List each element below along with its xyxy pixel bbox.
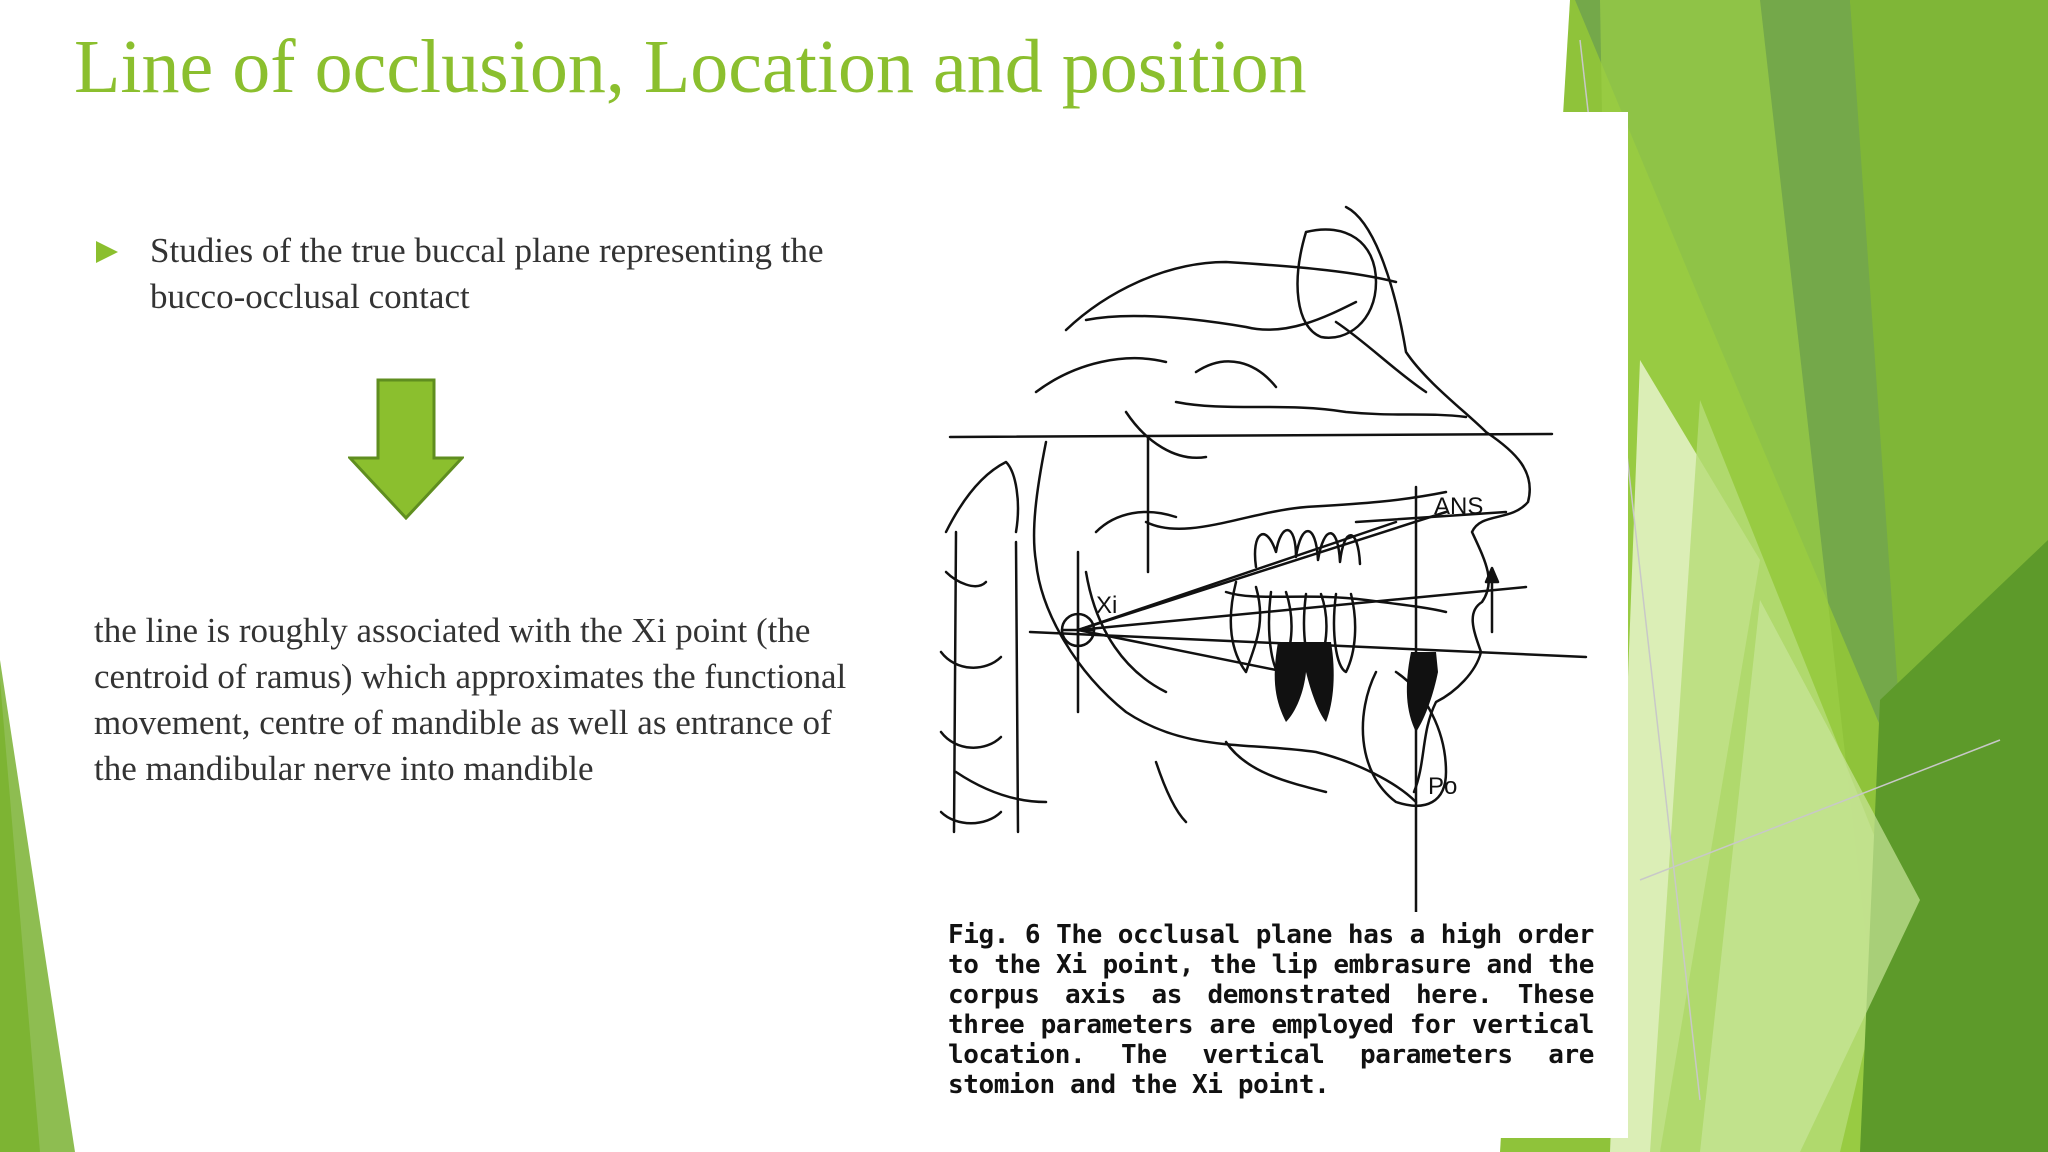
ans-label: ANS [1434,493,1484,520]
xi-label: Xi [1096,592,1118,619]
bullet-point [96,228,856,320]
cephalometric-drawing [926,112,1628,912]
arrow-down-icon [348,378,464,520]
triangle-right-icon [96,241,118,263]
figure-caption: Fig. 6 The occlusal plane has a high order to the Xi point, the lip embrasure and the corpus axis as demonstrated here. These three parameters are employed for vertical location. The vertical parameters are stomion and the Xi point. [948,920,1594,1100]
cephalometric-figure [926,112,1628,1138]
bullet-text: Studies of the true buccal plane representing the bucco-occlusal contact [150,231,824,316]
body-paragraph: the line is roughly associated with the Xi point (the centroid of ramus) which approximates the functional movement, centre of mandible as well as entrance of the mandibular nerve into mandible [94,611,847,788]
slide-title: Line of occlusion, Location and position [74,25,1307,109]
po-label: Po [1428,773,1458,800]
